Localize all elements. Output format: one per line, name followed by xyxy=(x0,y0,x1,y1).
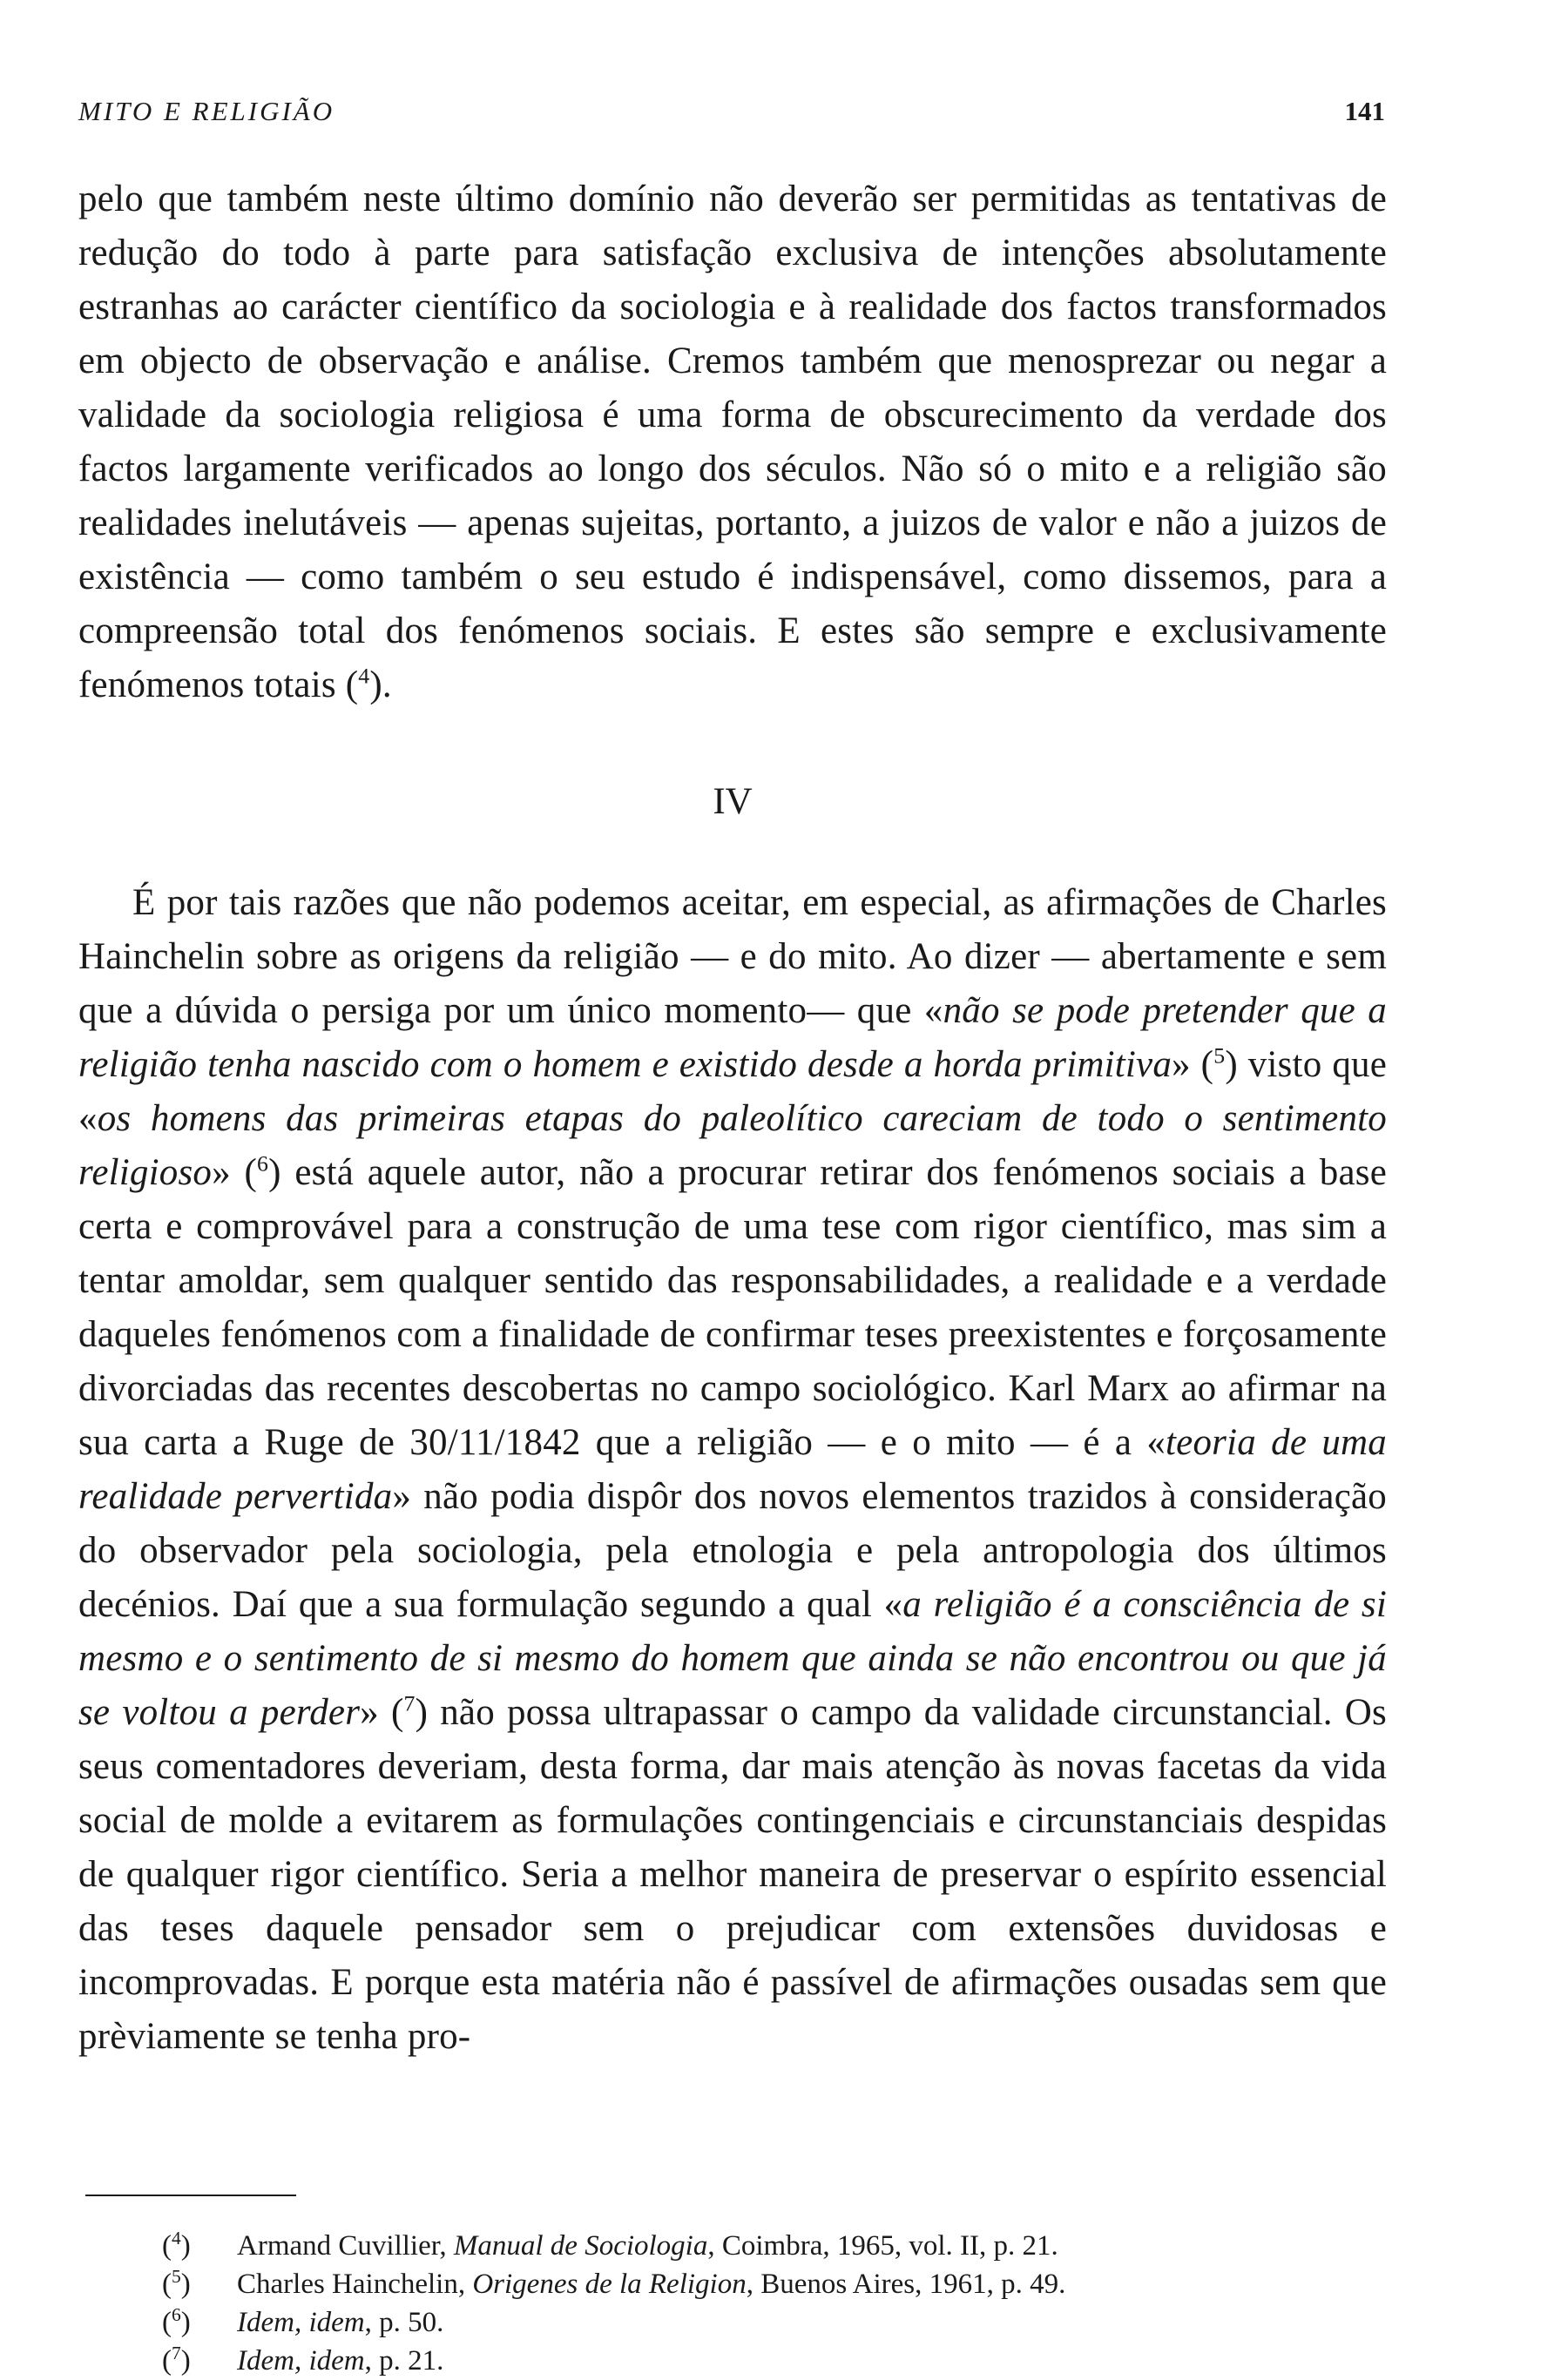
footnote-text: Charles Hainchelin, Origenes de la Religion, Buenos Aires, 1961, p. 49. xyxy=(237,2269,1066,2300)
quote-hainchelin-2: os homens das primeiras etapas do paleolítico careciam de todo o sentimento religioso xyxy=(78,1098,1387,1193)
footnote-ref-4: 4 xyxy=(358,663,370,689)
p2-segment-2: » ( xyxy=(1172,1044,1214,1085)
p2-segment-6: » não podia dispôr dos novos elementos trazidos à consideração do observador pela sociologia, pela etnologia e pela antropologia dos últimos decénios. Daí que a sua formulação segundo a qual « xyxy=(78,1476,1387,1625)
p2-segment-8: ) não possa ultrapassar o campo da validade circunstancial. Os seus comentadores deveriam, desta forma, dar mais atenção às novas facetas da vida social de molde a evitarem as formulações contingenciais e circunstanciais despidas de qualquer rigor científico. Seria a melhor maneira de preservar o espírito essencial das teses daquele pensador sem o prejudicar com extensões duvidosas e incomprovadas. E porque esta matéria não é passível de afirmações ousadas sem que prèviamente se tenha pro- xyxy=(78,1692,1387,2057)
p2-segment-3: ) visto que « xyxy=(78,1044,1388,1139)
footnote-number: ($^4$) xyxy=(162,2228,191,2262)
footnote-ref-5: 5 xyxy=(1213,1042,1226,1069)
p2-segment-7: » ( xyxy=(360,1692,404,1733)
quote-hainchelin-1: não se pode pretender que a religião tenha nascido com o homem e existido desde a horda primitiva xyxy=(78,990,1388,1085)
footnote-number: ($^6$) xyxy=(162,2304,191,2338)
section-heading: IV xyxy=(713,781,753,822)
p2-segment-5: ) está aquele autor, não a procurar retirar dos fenómenos sociais a base certa e comprovável para a construção de uma tese com rigor científico, mas sim a tentar amoldar, sem qualquer sentido das responsabilidades, a realidade e a verdade daqueles fenómenos com a finalidade de confirmar teses preexistentes e forçosamente divorciadas das recentes descobertas no campo sociológico. Karl Marx ao afirmar na sua carta a Ruge de 30/11/1842 que a religião — e o mito — é a « xyxy=(78,1152,1388,1463)
p2-segment-1: É por tais razões que não podemos aceitar, em especial, as afirmações de Charles Hainchelin sobre as origens da religião — e do mito. Ao dizer — abertamente e sem que a dúvida o persiga por um único momento— que « xyxy=(78,882,1387,1031)
paragraph-2 xyxy=(78,876,1387,2064)
footnote xyxy=(162,2227,1382,2265)
footnote-text: Idem, idem, p. 21. xyxy=(237,2345,444,2377)
main-text xyxy=(78,172,1387,2064)
quote-marx-2: a religião é a consciência de si mesmo e o sentimento de si mesmo do homem que ainda se não encontrou ou que já se voltou a perder xyxy=(78,1584,1387,1733)
footnotes xyxy=(162,2227,1382,2380)
footnote xyxy=(162,2265,1382,2303)
footnote xyxy=(162,2342,1382,2380)
footnote xyxy=(162,2303,1382,2342)
footnote-number: ($^5$) xyxy=(162,2266,191,2300)
paragraph-1-tail: ). xyxy=(369,664,392,705)
page-number: 141 xyxy=(1344,96,1385,126)
running-head xyxy=(78,96,1385,139)
footnote-ref-7: 7 xyxy=(403,1690,416,1716)
quote-marx-1: teoria de uma realidade pervertida xyxy=(78,1422,1387,1517)
footnote-text: Idem, idem, p. 50. xyxy=(237,2307,444,2338)
paragraph-1-text: pelo que também neste último domínio não deverão ser permitidas as tentativas de redução do todo à parte para satisfação exclusiva de intenções absolutamente estranhas ao carácter científico da sociologia e à realidade dos factos transformados em objecto de observação e análise. Cremos também que menosprezar ou negar a validade da sociologia religiosa é uma forma de obscurecimento da verdade dos factos largamente verificados ao longo dos séculos. Não só o mito e a religião são realidades inelutáveis — apenas sujeitas, portanto, a juizos de valor e não a juizos de existência — como também o seu estudo é indispensável, como dissemos, para a compreensão total dos fenómenos sociais. E estes são sempre e exclusivamente fenómenos totais ( xyxy=(78,179,1387,705)
paragraph-1 xyxy=(78,172,1387,712)
footnote-separator xyxy=(85,2195,296,2196)
running-title: MITO E RELIGIÃO xyxy=(78,96,335,126)
footnote-number: ($^7$) xyxy=(162,2343,191,2377)
footnote-ref-6: 6 xyxy=(257,1150,269,1177)
p2-segment-4: » ( xyxy=(212,1152,258,1193)
footnote-text: Armand Cuvillier, Manual de Sociologia, Coimbra, 1965, vol. II, p. 21. xyxy=(237,2230,1058,2262)
